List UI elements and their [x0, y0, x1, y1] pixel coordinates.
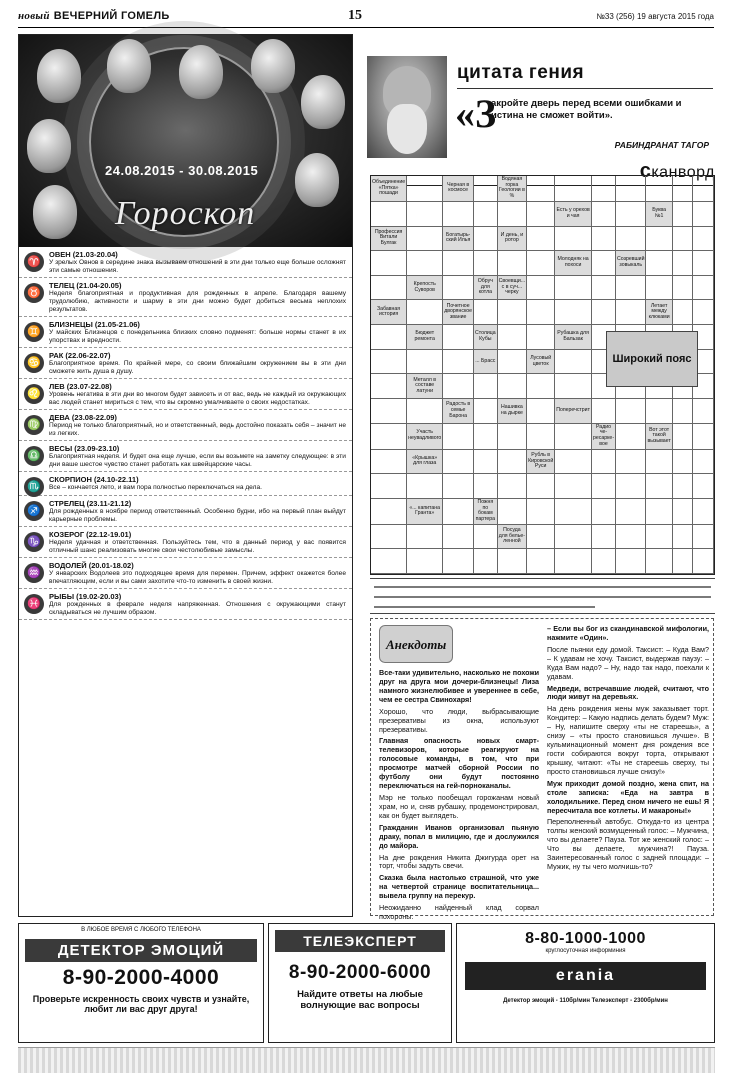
pisces-icon: ♓	[24, 594, 44, 614]
answer-cell[interactable]	[555, 549, 592, 574]
answer-cell[interactable]	[673, 227, 694, 252]
ad1-tagline: Проверьте искренность своих чувств и узнайте, любит ли вас друг друга!	[32, 993, 250, 1015]
answer-cell[interactable]	[592, 474, 616, 499]
zodiac-text: У майских Близнецов с понедельника близких словно подменят: больше нормы станет в их упорствах и вредности.	[49, 329, 346, 345]
answer-cell[interactable]	[443, 549, 474, 574]
answer-cell[interactable]	[527, 374, 555, 399]
answer-cell[interactable]	[527, 325, 555, 350]
answer-cell[interactable]	[592, 176, 616, 202]
answer-cell[interactable]	[673, 499, 694, 525]
answer-cell[interactable]	[443, 202, 474, 227]
answer-cell[interactable]	[371, 350, 407, 375]
horoscope-illustration	[19, 35, 352, 247]
answer-cell[interactable]	[592, 251, 616, 276]
zodiac-entry	[19, 247, 352, 278]
clue-cell: Бюджет ремонта	[407, 325, 443, 350]
answer-cell[interactable]	[693, 300, 714, 325]
answer-cell[interactable]	[474, 374, 498, 399]
answer-cell[interactable]	[555, 300, 592, 325]
zodiac-entry	[19, 558, 352, 589]
joke-text: После пьянки еду домой. Таксист: – Куда Вам? – К удавам не хочу. Таксист, выдержав паузу: – Куда Вам надо? – Ну, надо так надо, поехали к удавам.	[547, 644, 709, 681]
answer-cell[interactable]	[407, 350, 443, 375]
answer-cell[interactable]	[443, 450, 474, 475]
zodiac-text: Для рожденных в феврале неделя напряженная. Отношения с окружающими станут складываться не лучшим образом.	[49, 600, 346, 616]
horoscope-section	[18, 34, 353, 917]
joke-text: На день рождения жены муж заказывает торт. Кондитер: – Какую надпись делать будем? Муж: – Ну, напишите сверху «ты не стареешь», а снизу – «ты просто становишься лучше». В кульминационный момент дня рождения все гости собираются вокруг торта, открывают крышку, читают: «Ты не стареешь сверху, ты просто становишься лучше снизу!»	[547, 704, 709, 776]
answer-cell[interactable]	[592, 549, 616, 574]
cherub-figure	[179, 45, 223, 99]
joke-text: Мэр не только пообещал горожанам новый храм, но и, сняв рубашку, продемонстрировал, как он будет выглядеть.	[379, 792, 539, 820]
zodiac-text: Неделя удачная и ответственная. Пользуйтесь тем, что в данный период у вас появится отличный шанс реализовать многие свои честолюбивые замыслы.	[49, 538, 346, 554]
clue-cell: ... Брасс	[474, 350, 498, 375]
answer-cell[interactable]	[371, 424, 407, 450]
zodiac-text: Благоприятная неделя. И будет она еще лучше, если вы возьмете на заметку следующее: в эти дни вашe шестое чувство станет работать как швейцарские часы.	[49, 453, 346, 469]
answer-cell[interactable]	[474, 474, 498, 499]
brand-small: новый	[18, 10, 50, 22]
gemini-icon: ♊	[24, 322, 44, 342]
portrait-beard	[387, 104, 427, 154]
answer-cell[interactable]	[498, 202, 527, 227]
zodiac-heading: РЫБЫ (19.02-20.03)	[49, 591, 122, 601]
answer-cell[interactable]	[371, 399, 407, 424]
clue-cell: Профессия Витали Булгак	[371, 227, 407, 252]
joke-text: Переполненный автобус. Откуда-то из центра толпы женский возмущенный голос: – Мужчина, что вы делаете? Пауза. Тот же женский голос: – Что вы делаете, мужчина?! Пауза. Заинтересованный голос с задней площади: – Мужик, ну ты чего молчишь-то?	[547, 817, 709, 872]
answer-cell[interactable]	[616, 276, 646, 301]
capricorn-icon: ♑	[24, 532, 44, 552]
answer-cell[interactable]	[498, 450, 527, 475]
zodiac-text: Все – кончается лето, и вам пора полностью переключаться на дела.	[49, 484, 262, 492]
answer-cell[interactable]	[616, 399, 646, 424]
leo-icon: ♌	[24, 384, 44, 404]
answer-cell[interactable]	[592, 276, 616, 301]
clue-cell: Рубль в Кировской Руси	[527, 450, 555, 475]
scanword-answers	[370, 578, 715, 614]
answers-line	[374, 596, 711, 598]
answer-cell[interactable]	[673, 549, 694, 574]
cherub-figure	[107, 39, 151, 93]
jokes-section	[370, 618, 714, 922]
answer-cell[interactable]	[498, 474, 527, 499]
answer-cell[interactable]	[673, 450, 694, 475]
answer-cell[interactable]	[407, 176, 443, 202]
answer-cell[interactable]	[474, 251, 498, 276]
ad-emotion-detector	[18, 923, 264, 1043]
clue-cell: Почетное дворянское звание	[443, 300, 474, 325]
answer-cell[interactable]	[443, 325, 474, 350]
bottom-decoration	[18, 1047, 715, 1073]
cherub-figure	[27, 119, 71, 173]
answer-cell[interactable]	[693, 549, 714, 574]
answer-cell[interactable]	[555, 350, 592, 375]
author-portrait	[367, 56, 447, 158]
zodiac-entry	[19, 348, 352, 379]
answer-cell[interactable]	[407, 251, 443, 276]
clue-cell: Своевщи... с в суч... черку	[498, 276, 527, 301]
ad1-banner: ДЕТЕКТОР ЭМОЦИЙ	[25, 939, 257, 962]
answer-cell[interactable]	[616, 176, 646, 202]
zodiac-heading: ОВЕН (21.03-20.04)	[49, 250, 118, 259]
answer-cell[interactable]	[474, 424, 498, 450]
answer-cell[interactable]	[443, 474, 474, 499]
scorpio-icon: ♏	[24, 477, 44, 497]
answers-strip	[370, 578, 715, 614]
answer-cell[interactable]	[474, 549, 498, 574]
answer-cell[interactable]	[555, 525, 592, 550]
clue-cell: Рубашка для Бальзак	[555, 325, 592, 350]
answer-cell[interactable]	[592, 227, 616, 252]
zodiac-entry	[19, 441, 352, 472]
clue-cell: «... капитана Гранта»	[407, 499, 443, 525]
answer-cell[interactable]	[693, 525, 714, 550]
scanword-band-label: Широкий пояс	[606, 331, 698, 387]
answer-cell[interactable]	[407, 399, 443, 424]
answer-cell[interactable]	[673, 176, 694, 202]
zodiac-text: Уровень негатива в эти дни во многом будет зависеть и от вас, ведь не каждый из окружающих вас людей станет мириться с тем, что вы скромно умалчиваете о своих недостатках.	[49, 391, 346, 407]
masthead	[18, 8, 714, 30]
taurus-icon: ♉	[24, 283, 44, 303]
zodiac-heading: БЛИЗНЕЦЫ (21.05-21.06)	[49, 320, 140, 330]
answer-cell[interactable]	[498, 424, 527, 450]
cherub-figure	[251, 39, 295, 93]
joke-text: На дне рождения Никита Джигурда орет на торт, чтобы задуть свечи.	[379, 852, 539, 871]
clue-cell: Нашивка на дырке	[498, 399, 527, 424]
answer-cell[interactable]	[498, 374, 527, 399]
answer-cell[interactable]	[673, 399, 694, 424]
answer-cell[interactable]	[693, 251, 714, 276]
quote-text: акройте дверь перед всеми ошибками и истина не сможет войти».	[491, 98, 682, 121]
answer-cell[interactable]	[407, 202, 443, 227]
answer-cell[interactable]	[555, 450, 592, 475]
issue-info: №33 (256) 19 августа 2015 года	[596, 12, 714, 21]
zodiac-entry	[19, 317, 352, 348]
scanword-title-initial: с	[639, 160, 652, 182]
answer-cell[interactable]	[592, 525, 616, 550]
zodiac-heading: ДЕВА (23.08-22.09)	[49, 413, 117, 423]
joke-text: Медведи, встречавшие людей, считают, что люди живут на деревьях.	[547, 683, 709, 702]
answer-cell[interactable]	[498, 350, 527, 375]
clue-cell: Молодняк на похоси	[555, 251, 592, 276]
aquarius-icon: ♒	[24, 563, 44, 583]
joke-text: Хорошо, что люди, выбрасывающие презервативы из окна, используют презервативы.	[379, 706, 539, 734]
answer-cell[interactable]	[443, 525, 474, 550]
answer-cell[interactable]	[693, 176, 714, 202]
answer-cell[interactable]	[371, 549, 407, 574]
answer-cell[interactable]	[555, 374, 592, 399]
answer-cell[interactable]	[443, 276, 474, 301]
clue-cell: Объединение «Пятка» пошади	[371, 176, 407, 202]
ad1-phone: 8-90-2000-4000	[62, 965, 220, 989]
answer-cell[interactable]	[527, 251, 555, 276]
answer-cell[interactable]	[673, 300, 694, 325]
answer-cell[interactable]	[527, 424, 555, 450]
answer-cell[interactable]	[474, 176, 498, 202]
answer-cell[interactable]	[646, 251, 672, 276]
answer-cell[interactable]	[527, 474, 555, 499]
answer-cell[interactable]	[616, 499, 646, 525]
quote-rule	[457, 88, 713, 89]
answer-cell[interactable]	[693, 276, 714, 301]
zodiac-entry	[19, 278, 352, 317]
clue-cell: Созревший зовыкаль	[616, 251, 646, 276]
answer-cell[interactable]	[474, 202, 498, 227]
answer-cell[interactable]	[527, 300, 555, 325]
scanword-puzzle	[370, 175, 715, 575]
answer-cell[interactable]	[616, 227, 646, 252]
joke-text: Главная опасность новых смарт-телевизоров, которые реагируют на голосовые команды, в том, что при просмотре матчей сборной России по футболу они будут постоянно переключаться на гей-порноканалы.	[379, 736, 539, 791]
masthead-rule	[18, 27, 714, 28]
answer-cell[interactable]	[474, 300, 498, 325]
zodiac-text: Благоприятное время. По крайней мере, со своим ближайшим окружением вы в эти дни сможете жить душа в душу.	[49, 360, 346, 376]
answer-cell[interactable]	[693, 399, 714, 424]
quote-title: цитата гения	[457, 62, 585, 83]
answer-cell[interactable]	[673, 424, 694, 450]
answer-cell[interactable]	[673, 474, 694, 499]
answer-cell[interactable]	[555, 474, 592, 499]
ad3-subtitle: круглосуточная информиния	[545, 948, 626, 954]
ad2-banner: ТЕЛЕЭКСПЕРТ	[275, 930, 445, 952]
answer-cell[interactable]	[498, 251, 527, 276]
answer-cell[interactable]	[616, 300, 646, 325]
ad1-top-text: В ЛЮБОЕ ВРЕМЯ С ЛЮБОГО ТЕЛЕФОНА	[81, 927, 201, 933]
aries-icon: ♈	[24, 252, 44, 272]
joke-text: Муж приходит домой поздно, жена спит, на столе записка: «Еда на завтра в холодильнике. Перед сном ничего не ешь! Я пересчитала все котлеты. И макароны!»	[547, 778, 709, 815]
clue-cell: Водяная горка Геологии в %	[498, 176, 527, 202]
answer-cell[interactable]	[646, 474, 672, 499]
zodiac-text: Неделя благоприятная и продуктивная для рожденных в апреле. Благодаря вашему трудолюбию, активности и шарму в эти дни можно будет добиться весьма неплохих результатов.	[49, 290, 346, 314]
zodiac-entry	[19, 379, 352, 410]
jokes-header	[379, 625, 453, 663]
zodiac-entry	[19, 589, 352, 620]
answer-cell[interactable]	[371, 202, 407, 227]
answer-cell[interactable]	[646, 399, 672, 424]
ad-teleexpert	[268, 923, 452, 1043]
answer-cell[interactable]	[616, 202, 646, 227]
answer-cell[interactable]	[673, 202, 694, 227]
brand-name: ВЕЧЕРНИЙ ГОМЕЛЬ	[53, 10, 170, 22]
answer-cell[interactable]	[407, 525, 443, 550]
answer-cell[interactable]	[527, 525, 555, 550]
zodiac-heading: ВОДОЛЕЙ (20.01-18.02)	[49, 560, 134, 570]
answer-cell[interactable]	[371, 474, 407, 499]
page-number: 15	[348, 8, 362, 23]
cherub-figure	[33, 185, 77, 239]
answer-cell[interactable]	[646, 450, 672, 475]
answer-cell[interactable]	[616, 450, 646, 475]
answer-cell[interactable]	[443, 499, 474, 525]
clue-cell: И день, и ротор	[498, 227, 527, 252]
joke-text: Сказка была настолько страшной, что уже на четвертой странице воспитательница... вывела группу на перекур.	[379, 873, 539, 901]
answer-cell[interactable]	[555, 424, 592, 450]
libra-icon: ♎	[24, 446, 44, 466]
answer-cell[interactable]	[592, 202, 616, 227]
clue-cell: Богатырь-ский Илья	[443, 227, 474, 252]
answer-cell[interactable]	[474, 525, 498, 550]
answer-cell[interactable]	[693, 227, 714, 252]
answer-cell[interactable]	[592, 499, 616, 525]
answer-cell[interactable]	[555, 499, 592, 525]
answer-cell[interactable]	[407, 549, 443, 574]
answer-cell[interactable]	[616, 474, 646, 499]
ad3-logo: erania	[465, 962, 706, 990]
answer-cell[interactable]	[527, 276, 555, 301]
answer-cell[interactable]	[443, 251, 474, 276]
horoscope-dates: 24.08.2015 - 30.08.2015	[105, 163, 259, 178]
joke-text: Все-таки удивительно, насколько не похожи друг на друга мои дочери-близнецы! Лиза намного жизнелюбивее и увереннее в себе, чем ее сестра Свинохаря!	[379, 668, 539, 704]
zodiac-heading: ВЕСЫ (23.09-23.10)	[49, 444, 120, 454]
cancer-icon: ♋	[24, 353, 44, 373]
answer-cell[interactable]	[592, 399, 616, 424]
answer-cell[interactable]	[693, 474, 714, 499]
clue-cell: Есть у орехов и чая	[555, 202, 592, 227]
answer-cell[interactable]	[555, 227, 592, 252]
answer-cell[interactable]	[498, 499, 527, 525]
ad3-phone: 8-80-1000-1000	[525, 930, 646, 947]
advertisements	[18, 923, 715, 1075]
clue-cell: Столица Кубы	[474, 325, 498, 350]
brand	[18, 10, 170, 22]
clue-cell: Забавная история	[371, 300, 407, 325]
answer-cell[interactable]	[592, 450, 616, 475]
answer-cell[interactable]	[527, 499, 555, 525]
answer-cell[interactable]	[527, 227, 555, 252]
clue-cell: Лусовый цветок	[527, 350, 555, 375]
answer-cell[interactable]	[407, 474, 443, 499]
zodiac-heading: РАК (22.06-22.07)	[49, 351, 111, 361]
clue-cell: Буква №1	[646, 202, 672, 227]
answer-cell[interactable]	[371, 251, 407, 276]
answer-cell[interactable]	[646, 499, 672, 525]
cherub-figure	[295, 153, 339, 207]
answers-line	[374, 586, 711, 588]
zodiac-heading: СТРЕЛЕЦ (23.11-21.12)	[49, 498, 132, 508]
answer-cell[interactable]	[527, 176, 555, 202]
clue-cell: Пожня по бокам партера	[474, 499, 498, 525]
answer-cell[interactable]	[673, 276, 694, 301]
answer-cell[interactable]	[371, 525, 407, 550]
quote-mark: «З	[455, 91, 497, 136]
answer-cell[interactable]	[646, 525, 672, 550]
answer-cell[interactable]	[693, 202, 714, 227]
zodiac-text: Период не только благоприятный, но и ответственный, ведь достойно показать себя – значит не из легких.	[49, 422, 346, 438]
answer-cell[interactable]	[527, 549, 555, 574]
answer-cell[interactable]	[693, 499, 714, 525]
zodiac-entry	[19, 410, 352, 441]
jokes-column-left	[379, 669, 539, 925]
answer-cell[interactable]	[371, 325, 407, 350]
answer-cell[interactable]	[646, 549, 672, 574]
clue-cell: Участь неувадливого	[407, 424, 443, 450]
answer-cell[interactable]	[555, 176, 592, 202]
clue-cell: Металл в составе латуни	[407, 374, 443, 399]
clue-cell: Обруч для котла	[474, 276, 498, 301]
answer-cell[interactable]	[371, 374, 407, 399]
answer-cell[interactable]	[474, 450, 498, 475]
clue-cell: Радость в семье Барона	[443, 399, 474, 424]
answer-cell[interactable]	[693, 450, 714, 475]
joke-text: Неожиданно найденный клад сорвал похороны.	[379, 903, 539, 922]
zodiac-text: Для рожденных в ноябре период ответственный. Особенно будни, ибо на первый план выйдут карьерные проблемы.	[49, 507, 346, 523]
answer-cell[interactable]	[474, 399, 498, 424]
zodiac-entry	[19, 527, 352, 558]
answer-cell[interactable]	[646, 276, 672, 301]
answers-line	[374, 606, 595, 608]
horoscope-title: Гороскоп	[115, 195, 256, 232]
zodiac-list	[19, 247, 352, 620]
answer-cell[interactable]	[527, 399, 555, 424]
answer-cell[interactable]	[443, 424, 474, 450]
ad-erania	[456, 923, 715, 1043]
answer-cell[interactable]	[498, 325, 527, 350]
clue-cell: Крепость Суворов	[407, 276, 443, 301]
answer-cell[interactable]	[673, 251, 694, 276]
answer-cell[interactable]	[443, 374, 474, 399]
clue-cell: Вот этот такой вызывает	[646, 424, 672, 450]
ad3-prices: Детектор эмоций - 110бр/мин Телеэксперт - 2300бр/мин	[503, 997, 668, 1004]
answer-cell[interactable]	[646, 227, 672, 252]
answer-cell[interactable]	[616, 549, 646, 574]
answer-cell[interactable]	[371, 450, 407, 475]
clue-cell: Летает между клюками	[646, 300, 672, 325]
zodiac-heading: СКОРПИОН (24.10-22.11)	[49, 475, 139, 485]
answer-cell[interactable]	[592, 300, 616, 325]
clue-cell: «Крышка» для глаза	[407, 450, 443, 475]
answer-cell[interactable]	[371, 499, 407, 525]
answer-cell[interactable]	[693, 424, 714, 450]
clue-cell: Черная в космосе	[443, 176, 474, 202]
clue-cell: Радио че- ресарке-вое	[592, 424, 616, 450]
answer-cell[interactable]	[616, 525, 646, 550]
sagittarius-icon: ♐	[24, 501, 44, 521]
joke-text: – Если вы бог из скандинавской мифологии, нажмите «Один».	[547, 624, 709, 642]
zodiac-heading: ЛЕВ (23.07-22.08)	[49, 382, 112, 392]
zodiac-entry	[19, 472, 352, 495]
jokes-column-right	[547, 625, 709, 875]
cherub-figure	[301, 75, 345, 129]
answer-cell[interactable]	[407, 300, 443, 325]
ad2-tagline: Найдите ответы на любые волнующие вас вопросы	[297, 989, 423, 1011]
scanword-title-rest: канворд	[651, 164, 715, 181]
answer-cell[interactable]	[443, 350, 474, 375]
answer-cell[interactable]	[407, 227, 443, 252]
zodiac-heading: ТЕЛЕЦ (21.04-20.05)	[49, 281, 122, 291]
virgo-icon: ♍	[24, 415, 44, 435]
answer-cell[interactable]	[616, 424, 646, 450]
cherub-figure	[37, 49, 81, 103]
answer-cell[interactable]	[371, 276, 407, 301]
answer-cell[interactable]	[498, 549, 527, 574]
clue-cell: Посуда для белье-ленной	[498, 525, 527, 550]
answer-cell[interactable]	[646, 176, 672, 202]
zodiac-heading: КОЗЕРОГ (22.12-19.01)	[49, 529, 132, 539]
zodiac-text: У зрелых Овнов в середине знака вызываем отношений в эти дни только еще больше осложнят эти самые отношения.	[49, 259, 346, 275]
joke-text: Гражданин Иванов организовал пьяную драку, попал в милицию, где и дослужился до майора.	[379, 822, 539, 850]
ad2-phone: 8-90-2000-6000	[288, 962, 432, 983]
clue-cell: Поперечстрит	[555, 399, 592, 424]
jokes-title: Анекдоты	[386, 637, 447, 652]
answer-cell[interactable]	[555, 276, 592, 301]
answer-cell[interactable]	[474, 227, 498, 252]
answer-cell[interactable]	[498, 300, 527, 325]
zodiac-entry	[19, 496, 352, 527]
zodiac-text: У январских Водолеев это подходящее время для перемен. Причем, эффект окажется более впечатляющим, если и вы сами захотите что-то изменить в своей жизни.	[49, 569, 346, 585]
quote-author: РАБИНДРАНАТ ТАГОР	[614, 140, 709, 150]
quote-section	[367, 56, 713, 164]
answer-cell[interactable]	[673, 525, 694, 550]
answer-cell[interactable]	[527, 202, 555, 227]
